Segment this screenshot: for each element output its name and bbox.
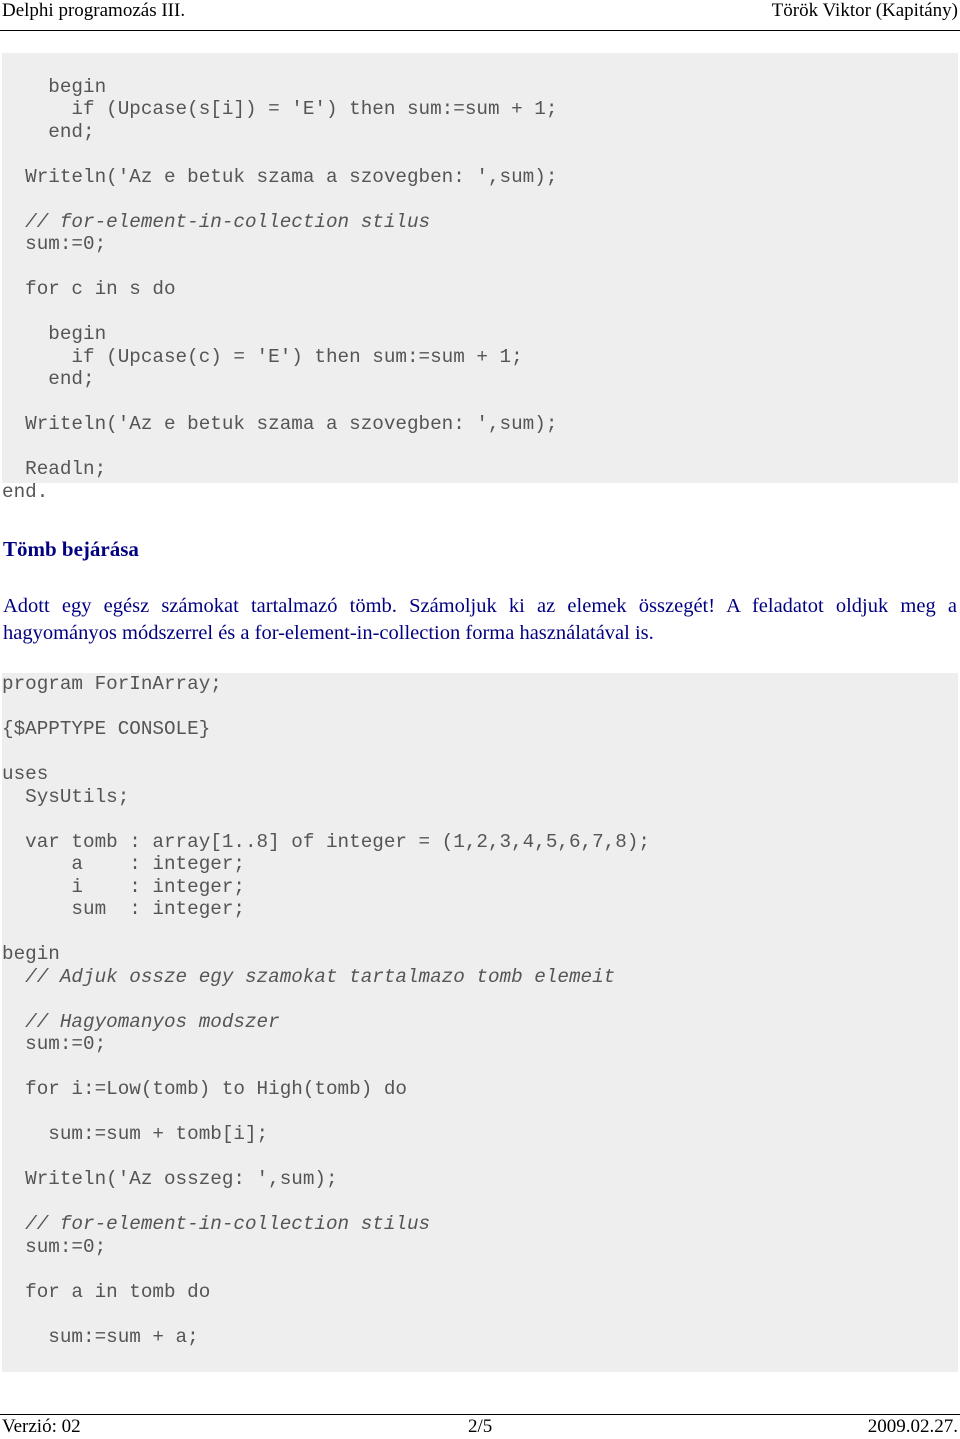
version-label: Verzió: 02: [2, 1416, 81, 1437]
code-line: // Hagyomanyos modszer: [2, 1010, 280, 1033]
page-number: 2/5: [468, 1416, 493, 1437]
code-line: [2, 1348, 958, 1371]
code-line: for c in s do: [2, 278, 176, 300]
code-line: end;: [2, 120, 95, 143]
code-line: [2, 1191, 958, 1214]
code-line: i : integer;: [2, 875, 245, 898]
code-line: [2, 53, 958, 76]
code-block-1: [2, 53, 958, 503]
code-line: [2, 696, 958, 719]
code-line: sum:=0;: [2, 1033, 107, 1055]
document-title: Delphi programozás III.: [2, 0, 186, 21]
code-line: {$APPTYPE CONSOLE}: [2, 718, 211, 740]
code-line: [2, 1146, 958, 1169]
code-line: end;: [2, 368, 95, 390]
code-line: Writeln('Az e betuk szama a szovegben: ',sum);: [2, 165, 558, 188]
code-line: [2, 921, 958, 944]
code-line: Writeln('Az e betuk szama a szovegben: ',sum);: [2, 413, 558, 435]
code-listing-2: [2, 673, 958, 1371]
code-line: [2, 436, 958, 459]
code-line: end.: [2, 480, 49, 503]
author-name: Török Viktor (Kapitány): [771, 0, 958, 21]
code-line: Writeln('Az osszeg: ',sum);: [2, 1168, 338, 1190]
date-label: 2009.02.27.: [867, 1416, 958, 1437]
code-line: for i:=Low(tomb) to High(tomb) do: [2, 1078, 407, 1100]
code-line: [2, 1303, 958, 1326]
code-line: sum:=0;: [2, 1235, 107, 1258]
code-line: uses: [2, 763, 49, 785]
section-paragraph: Adott egy egész számokat tartalmazó tömb. Számoljuk ki az elemek összegét! A feladatot oldjuk meg a hagyományos módszerrel és a for-element-in-collection forma használatával is.: [3, 595, 957, 644]
code-line: [2, 1056, 958, 1079]
code-line: [2, 256, 958, 279]
code-line: [2, 188, 958, 211]
code-line: sum:=sum + a;: [2, 1325, 199, 1348]
code-line: if (Upcase(s[i]) = 'E') then sum:=sum + 1;: [2, 98, 558, 120]
code-line: [2, 988, 958, 1011]
page-header: [0, 0, 960, 31]
code-line: program ForInArray;: [2, 673, 222, 695]
code-line: a : integer;: [2, 853, 245, 875]
code-line: SysUtils;: [2, 785, 130, 808]
code-line: [2, 808, 958, 831]
section-heading: Tömb bejárása: [3, 537, 139, 561]
code-line: sum:=0;: [2, 233, 107, 255]
code-line: [2, 1258, 958, 1281]
page-footer: [0, 1414, 960, 1437]
code-line: // for-element-in-collection stilus: [2, 1213, 431, 1235]
code-line: // Adjuk ossze egy szamokat tartalmazo tomb elemeit: [2, 965, 616, 988]
code-line: [2, 301, 958, 324]
code-line: [2, 741, 958, 764]
code-line: var tomb : array[1..8] of integer = (1,2,3,4,5,6,7,8);: [2, 830, 650, 853]
code-block-2: [2, 673, 958, 1372]
code-line: Readln;: [2, 458, 107, 480]
code-line: [2, 143, 958, 166]
code-listing-1: [2, 53, 958, 503]
code-line: sum:=sum + tomb[i];: [2, 1123, 269, 1145]
code-line: for a in tomb do: [2, 1280, 211, 1303]
code-line: begin: [2, 75, 107, 98]
code-line: if (Upcase(c) = 'E') then sum:=sum + 1;: [2, 345, 523, 368]
code-line: begin: [2, 323, 107, 345]
code-line: sum : integer;: [2, 898, 245, 920]
code-line: // for-element-in-collection stilus: [2, 210, 431, 233]
code-line: [2, 1101, 958, 1124]
code-line: [2, 391, 958, 414]
code-line: begin: [2, 943, 60, 965]
